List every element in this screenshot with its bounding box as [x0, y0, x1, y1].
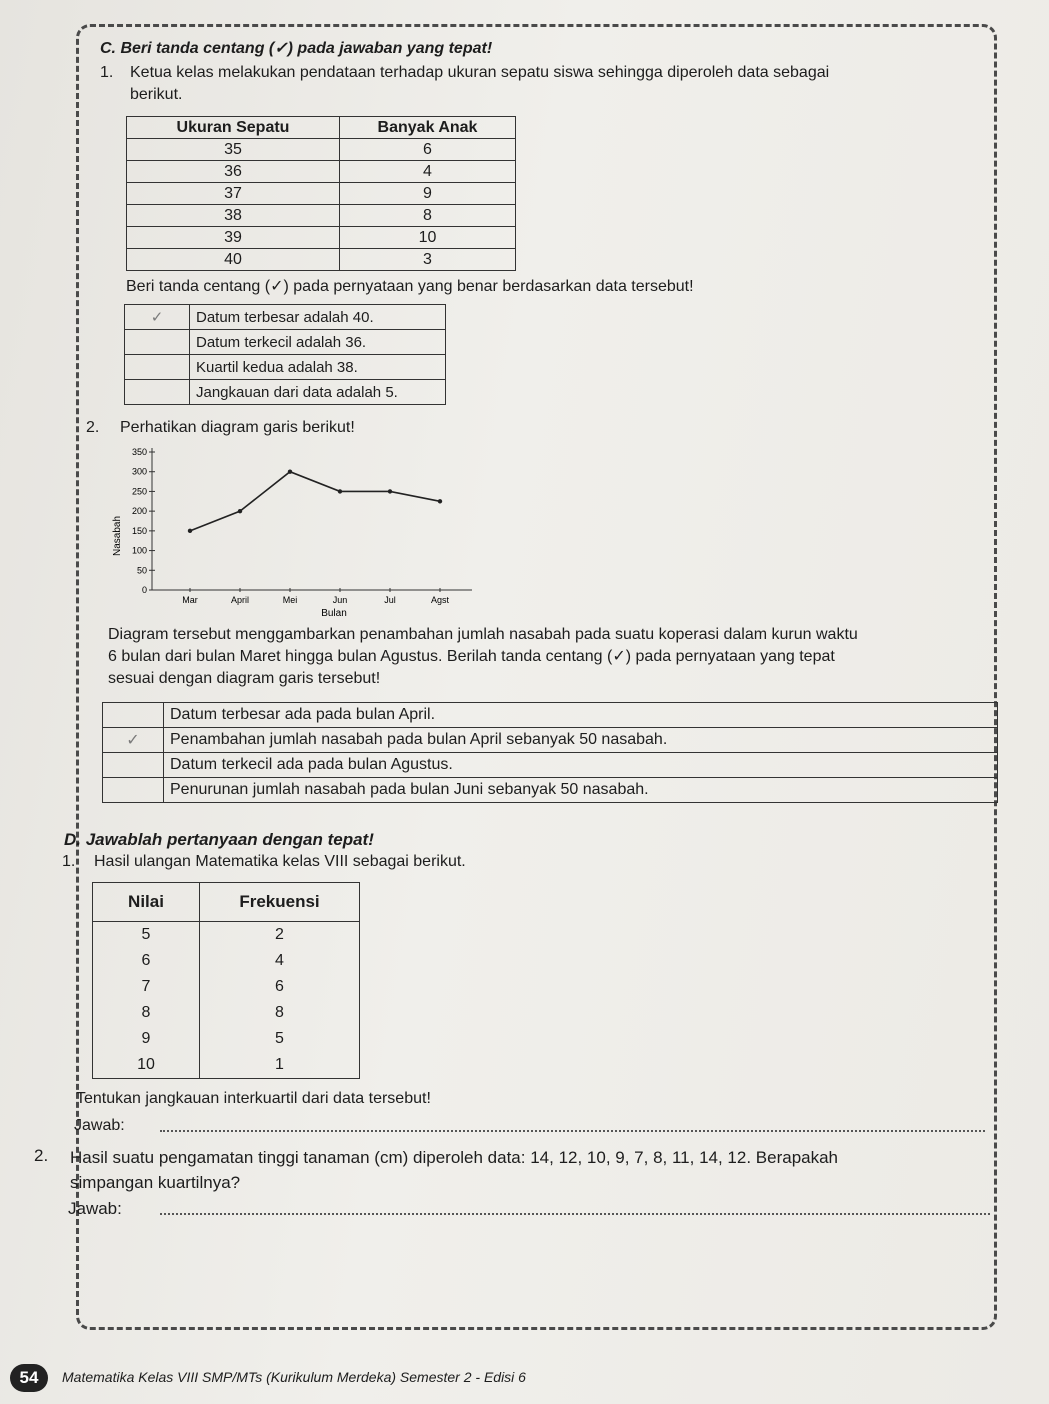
cell: 4 — [340, 161, 516, 183]
statement-text: Datum terbesar adalah 40. — [190, 305, 446, 330]
y-tick-label: 150 — [131, 525, 147, 536]
y-tick-label: 100 — [131, 545, 147, 556]
footer-text: Matematika Kelas VIII SMP/MTs (Kurikulum Merdeka) Semester 2 - Edisi 6 — [62, 1369, 526, 1385]
y-tick-label: 0 — [141, 585, 147, 595]
x-tick-label: Agst — [430, 595, 450, 605]
statement-text: Datum terkecil adalah 36. — [190, 330, 446, 355]
checkbox[interactable]: ✓ — [103, 728, 164, 753]
d-q2-line2: simpangan kuartilnya? — [70, 1173, 241, 1192]
d-q1-question: Tentukan jangkauan interkuartil dari data tersebut! — [76, 1090, 431, 1107]
y-tick-label: 300 — [131, 466, 147, 477]
data-point — [288, 470, 292, 474]
x-tick-label: Mei — [282, 595, 298, 605]
cell: 6 — [200, 974, 360, 1000]
cell: 8 — [141, 1004, 151, 1021]
cell: 9 — [141, 1030, 151, 1047]
cell: 6 — [141, 952, 151, 969]
x-tick-label: April — [230, 595, 250, 605]
cell: 39 — [127, 227, 340, 249]
page-number: 54 — [10, 1364, 48, 1392]
section-d-title: D. Jawablah pertanyaan dengan tepat! — [64, 830, 374, 849]
cell: 6 — [340, 139, 516, 161]
line-chart — [110, 440, 490, 620]
d-q2-number: 2. — [34, 1146, 49, 1165]
q1-intro-line2: berikut. — [130, 86, 183, 103]
table-header-row — [127, 117, 516, 139]
q2-prompt: Perhatikan diagram garis berikut! — [120, 419, 355, 436]
statement-text: Kuartil kedua adalah 38. — [190, 355, 446, 380]
q1-instruction: Beri tanda centang (✓) pada pernyataan yang benar berdasarkan data tersebut! — [126, 278, 694, 295]
col-header-count: Banyak Anak — [340, 117, 516, 139]
col-header-frequency: Frekuensi — [200, 883, 360, 922]
data-point — [238, 509, 242, 513]
checkbox[interactable] — [103, 753, 164, 778]
cell: 4 — [200, 948, 360, 974]
col-header-score: Nilai — [93, 883, 200, 922]
chart-axes — [152, 448, 472, 590]
data-point — [438, 499, 442, 503]
chart-xlabel: Bulan — [321, 608, 347, 619]
checkbox[interactable] — [103, 778, 164, 803]
table-header-row — [93, 883, 360, 922]
statement-row — [103, 753, 998, 778]
chart-series — [188, 470, 442, 534]
table-row — [127, 139, 516, 161]
checkbox[interactable] — [125, 330, 190, 355]
data-point — [188, 529, 192, 533]
q2-desc-line1: Diagram tersebut menggambarkan penambahan jumlah nasabah pada suatu koperasi dalam kurun waktu — [108, 626, 858, 643]
d-q1-prompt: Hasil ulangan Matematika kelas VIII sebagai berikut. — [94, 853, 466, 870]
y-tick-label: 350 — [131, 447, 147, 457]
q2-statement-table — [102, 702, 998, 803]
checkbox[interactable]: ✓ — [125, 305, 190, 330]
checkbox[interactable] — [125, 380, 190, 405]
q2-number: 2. — [86, 419, 100, 436]
d-q1-answer-line[interactable] — [160, 1130, 985, 1132]
checkbox[interactable] — [103, 703, 164, 728]
checkbox[interactable] — [125, 355, 190, 380]
cell: 38 — [127, 205, 340, 227]
q1-intro — [130, 62, 970, 106]
table-row — [93, 922, 360, 949]
d-q2-line1: Hasil suatu pengamatan tinggi tanaman (cm) diperoleh data: 14, 12, 10, 9, 7, 8, 11, 14, 12. Berapakah — [70, 1148, 839, 1167]
cell: 8 — [340, 205, 516, 227]
cell: 10 — [340, 227, 516, 249]
cell: 1 — [200, 1052, 360, 1079]
cell: 3 — [340, 249, 516, 271]
cell: 8 — [200, 1000, 360, 1026]
q1-statement-table — [124, 304, 446, 405]
statement-row — [103, 778, 998, 803]
cell: 10 — [137, 1056, 155, 1073]
x-tick-label: Jun — [332, 595, 348, 605]
cell: 9 — [340, 183, 516, 205]
table-row — [93, 1052, 360, 1079]
q2-desc-line2: 6 bulan dari bulan Maret hingga bulan Agustus. Berilah tanda centang (✓) pada pernyataan yang tepat — [108, 648, 835, 665]
statement-row — [125, 380, 446, 405]
statement-text: Jangkauan dari data adalah 5. — [190, 380, 446, 405]
statement-row — [125, 305, 446, 330]
cell: 5 — [200, 1026, 360, 1052]
col-header-size: Ukuran Sepatu — [127, 117, 340, 139]
d-q1-number: 1. — [62, 853, 76, 870]
table-row — [127, 205, 516, 227]
statement-text: Penurunan jumlah nasabah pada bulan Juni sebanyak 50 nasabah. — [164, 778, 998, 803]
statement-row — [103, 703, 998, 728]
data-point — [338, 489, 342, 493]
q1-intro-line1: Ketua kelas melakukan pendataan terhadap ukuran sepatu siswa sehingga diperoleh data sebagai — [130, 64, 830, 81]
cell: 36 — [127, 161, 340, 183]
score-table — [92, 882, 360, 1079]
table-row — [127, 227, 516, 249]
data-point — [388, 489, 392, 493]
d-q2-prompt — [70, 1145, 1030, 1195]
d-q2-answer-line[interactable] — [160, 1213, 990, 1215]
q2-desc-line3: sesuai dengan diagram garis tersebut! — [108, 670, 381, 687]
cell: 7 — [141, 978, 151, 995]
d-q2-answer-label: Jawab: — [68, 1199, 122, 1218]
y-tick-label: 50 — [136, 565, 147, 576]
chart-ylabel: Nasabah — [112, 515, 123, 557]
series-line — [190, 472, 440, 531]
section-c-title: C. Beri tanda centang (✓) pada jawaban yang tepat! — [100, 40, 493, 57]
table-row — [127, 161, 516, 183]
d-q1-answer-label: Jawab: — [74, 1117, 125, 1134]
cell: 40 — [127, 249, 340, 271]
cell: 37 — [127, 183, 340, 205]
statement-text: Penambahan jumlah nasabah pada bulan April sebanyak 50 nasabah. — [164, 728, 998, 753]
q2-description — [108, 624, 988, 690]
q1-number: 1. — [100, 64, 114, 81]
statement-row — [125, 355, 446, 380]
y-tick-label: 250 — [131, 486, 147, 497]
statement-text: Datum terbesar ada pada bulan April. — [164, 703, 998, 728]
statement-text: Datum terkecil ada pada bulan Agustus. — [164, 753, 998, 778]
statement-row — [103, 728, 998, 753]
x-tick-label: Jul — [384, 595, 396, 605]
x-tick-label: Mar — [182, 595, 198, 605]
table-row — [127, 249, 516, 271]
table-row — [93, 1000, 360, 1026]
shoe-size-table — [126, 116, 516, 271]
y-tick-label: 200 — [131, 506, 147, 517]
cell: 35 — [127, 139, 340, 161]
table-row — [93, 974, 360, 1000]
table-row — [127, 183, 516, 205]
cell: 2 — [200, 922, 360, 949]
table-row — [93, 948, 360, 974]
table-row — [93, 1026, 360, 1052]
cell: 5 — [141, 926, 151, 943]
statement-row — [125, 330, 446, 355]
